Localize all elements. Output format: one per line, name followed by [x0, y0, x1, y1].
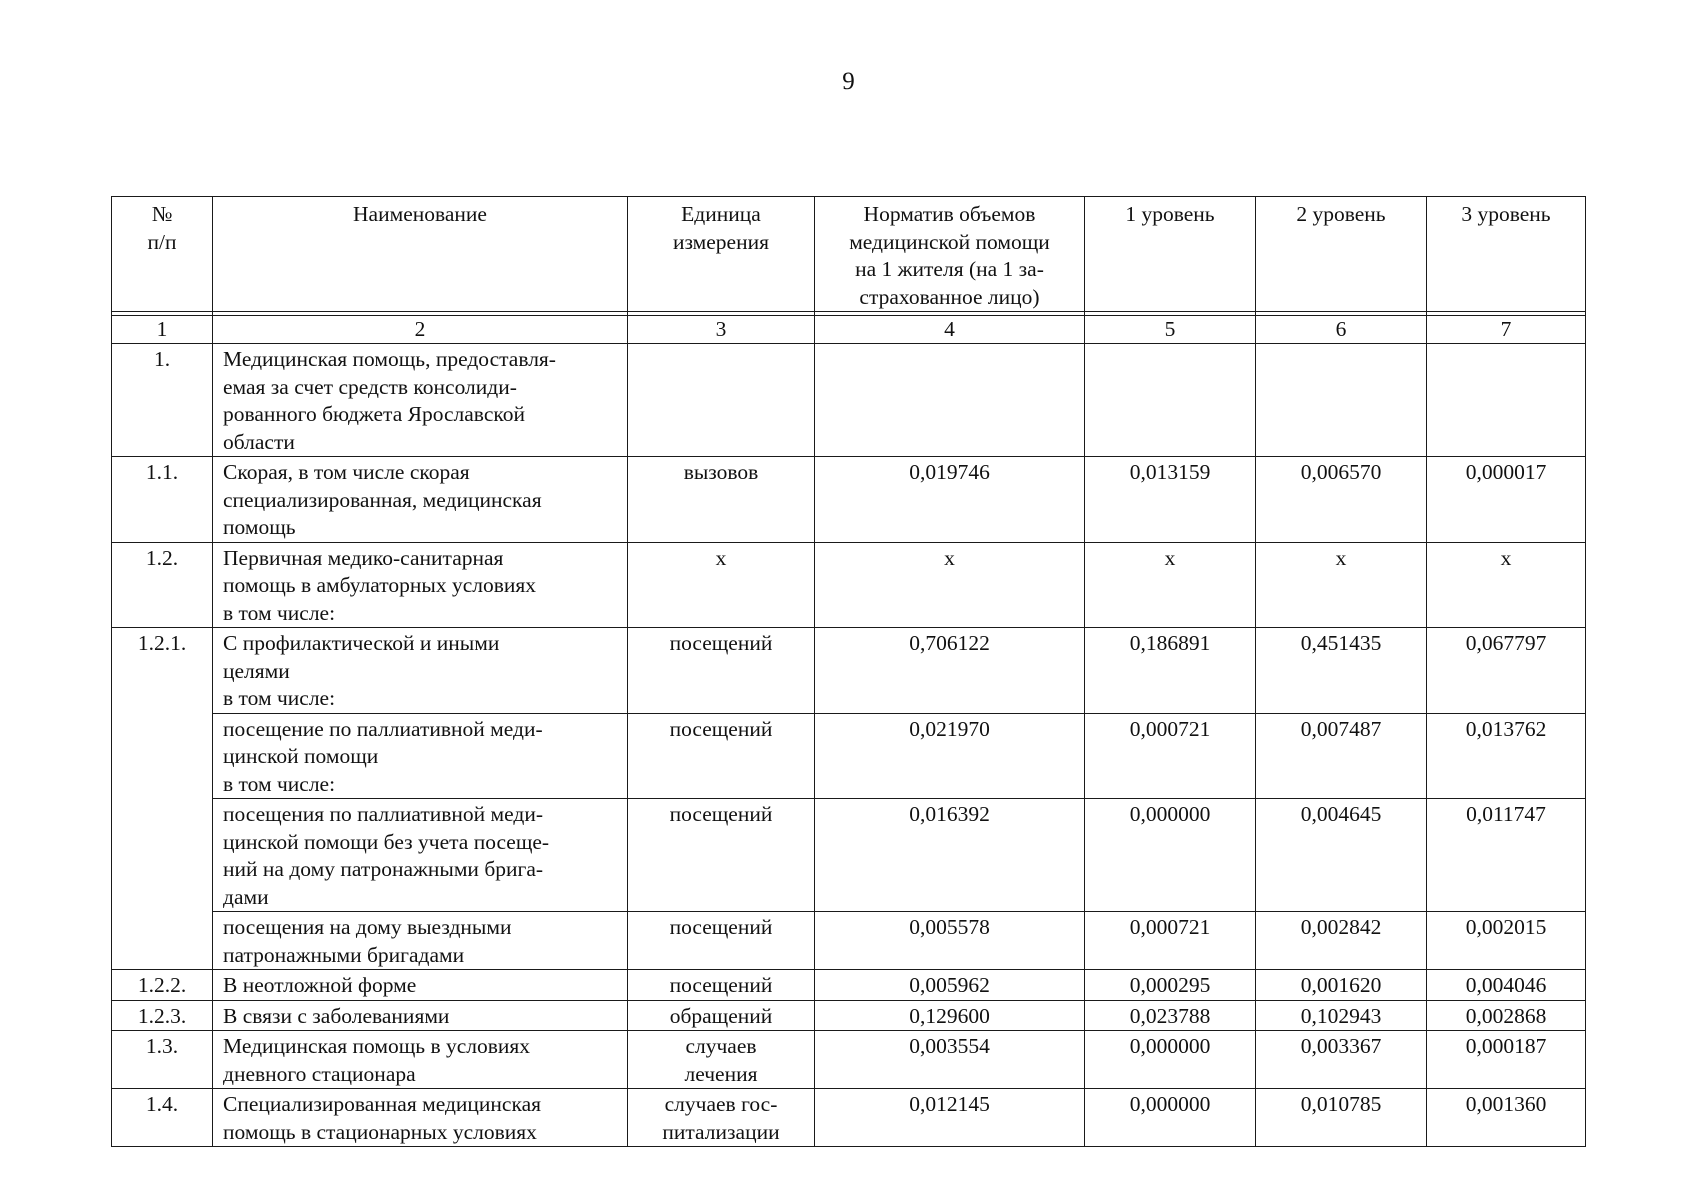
table-row [112, 713, 1586, 799]
row-number: 1.2.1. [112, 628, 213, 970]
row-name-line: Медицинская помощь в условиях [223, 1034, 531, 1058]
row-name-line: помощь в амбулаторных условиях [223, 573, 537, 597]
row-level-1: 0,000000 [1085, 1031, 1256, 1089]
row-level-1: 0,000000 [1085, 1089, 1256, 1147]
row-unit [628, 1089, 815, 1147]
header-cell-l1-line: 1 уровень [1125, 202, 1215, 226]
row-level-2: 0,451435 [1256, 628, 1427, 714]
row-norm: 0,005962 [815, 970, 1085, 1001]
row-unit [628, 970, 815, 1001]
column-number: 4 [815, 316, 1085, 344]
row-level-3: 0,011747 [1427, 799, 1586, 912]
row-name-line: В связи с заболеваниями [223, 1003, 450, 1028]
table-row [112, 628, 1586, 714]
row-name [213, 542, 628, 628]
row-name-line: цинской помощи без учета посеще- [223, 829, 550, 854]
row-level-3: 0,067797 [1427, 628, 1586, 714]
row-name-line: в том числе: [223, 771, 336, 796]
row-unit [628, 344, 815, 457]
row-norm: х [815, 542, 1085, 628]
row-number: 1.2.2. [112, 970, 213, 1001]
row-name-line: емая за счет средств консолиди- [223, 374, 517, 399]
table-row [112, 970, 1586, 1001]
header-cell-unit-line: измерения [672, 229, 770, 254]
row-level-3 [1427, 344, 1586, 457]
table-row [112, 457, 1586, 543]
row-level-2: 0,002842 [1256, 912, 1427, 970]
header-cell-norm-line: медицинской помощи [849, 229, 1050, 254]
row-unit [628, 799, 815, 912]
column-number: 6 [1256, 316, 1427, 344]
header-cell-name-line: Наименование [353, 202, 487, 226]
row-unit-line: посещений [669, 716, 773, 741]
table-row [112, 799, 1586, 912]
header-cell-norm-line: страхованное лицо) [859, 284, 1040, 309]
row-level-3: х [1427, 542, 1586, 628]
row-norm: 0,021970 [815, 713, 1085, 799]
table-row [112, 542, 1586, 628]
table-row [112, 1089, 1586, 1147]
column-number: 2 [213, 316, 628, 344]
row-unit-line: питализации [662, 1119, 780, 1144]
header-cell-l1 [1085, 197, 1256, 312]
row-unit-line: лечения [684, 1061, 758, 1086]
row-unit-line: посещений [669, 631, 773, 655]
row-level-3: 0,013762 [1427, 713, 1586, 799]
header-cell-l2 [1256, 197, 1427, 312]
row-number: 1.3. [112, 1031, 213, 1089]
row-unit-line: случаев гос- [664, 1092, 778, 1116]
row-level-2: 0,102943 [1256, 1000, 1427, 1031]
row-unit [628, 713, 815, 799]
table-row [112, 344, 1586, 457]
row-level-2: 0,003367 [1256, 1031, 1427, 1089]
row-level-2: 0,001620 [1256, 970, 1427, 1001]
row-number: 1. [112, 344, 213, 457]
column-number: 5 [1085, 316, 1256, 344]
header-cell-norm-line: на 1 жителя (на 1 за- [855, 257, 1044, 281]
row-unit [628, 457, 815, 543]
row-name-line: области [223, 429, 295, 454]
row-level-2: 0,010785 [1256, 1089, 1427, 1147]
row-level-3: 0,000017 [1427, 457, 1586, 543]
header-cell-l2-line: 2 уровень [1296, 202, 1386, 226]
row-norm: 0,005578 [815, 912, 1085, 970]
row-unit [628, 1031, 815, 1089]
row-number: 1.1. [112, 457, 213, 543]
table-row [112, 1000, 1586, 1031]
row-norm: 0,706122 [815, 628, 1085, 714]
row-number: 1.4. [112, 1089, 213, 1147]
row-level-2: 0,006570 [1256, 457, 1427, 543]
header-cell-num [112, 197, 213, 312]
row-name-line: дами [223, 884, 269, 909]
row-name-line: Медицинская помощь, предоставля- [223, 347, 556, 371]
row-level-1 [1085, 344, 1256, 457]
row-level-1: х [1085, 542, 1256, 628]
row-name-line: рованного бюджета Ярославской [223, 402, 525, 426]
table-row [112, 1031, 1586, 1089]
row-name-line: дневного стационара [223, 1061, 416, 1086]
row-name [213, 628, 628, 714]
row-name [213, 1089, 628, 1147]
header-cell-name [213, 197, 628, 312]
row-name-line: В неотложной форме [223, 973, 417, 997]
column-number: 7 [1427, 316, 1586, 344]
header-cell-num-line: № [151, 202, 173, 226]
row-name-line: патронажными бригадами [223, 942, 465, 967]
row-name [213, 344, 628, 457]
row-level-1: 0,013159 [1085, 457, 1256, 543]
row-unit-line: посещений [669, 802, 773, 826]
row-unit [628, 542, 815, 628]
row-level-1: 0,023788 [1085, 1000, 1256, 1031]
row-norm [815, 344, 1085, 457]
row-level-1: 0,186891 [1085, 628, 1256, 714]
row-name-line: Скорая, в том числе скорая [223, 460, 470, 484]
header-cell-norm [815, 197, 1085, 312]
row-number: 1.2.3. [112, 1000, 213, 1031]
row-unit [628, 912, 815, 970]
row-level-1: 0,000721 [1085, 713, 1256, 799]
row-level-3: 0,001360 [1427, 1089, 1586, 1147]
row-level-2 [1256, 344, 1427, 457]
row-name [213, 799, 628, 912]
row-name-line: Специализированная медицинская [223, 1092, 542, 1116]
row-name-line: цинской помощи [223, 744, 379, 768]
header-cell-num-line: п/п [147, 229, 177, 254]
row-name-line: в том числе: [223, 600, 336, 625]
column-number: 3 [628, 316, 815, 344]
column-number: 1 [112, 316, 213, 344]
row-name-line: посещения по паллиативной меди- [223, 802, 543, 826]
row-name [213, 970, 628, 1001]
header-row [112, 197, 1586, 312]
row-norm: 0,019746 [815, 457, 1085, 543]
header-cell-norm-line: Норматив объемов [863, 202, 1036, 226]
row-norm: 0,129600 [815, 1000, 1085, 1031]
norms-table [111, 196, 1586, 1147]
row-name [213, 1000, 628, 1031]
row-name-line: посещение по паллиативной меди- [223, 716, 543, 741]
table-row [112, 912, 1586, 970]
row-level-3: 0,000187 [1427, 1031, 1586, 1089]
row-unit-line: вызовов [683, 460, 759, 484]
page-number: 9 [842, 68, 855, 95]
header-cell-unit-line: Единица [681, 202, 761, 226]
row-name-line: ний на дому патронажными брига- [223, 857, 544, 881]
row-norm: 0,016392 [815, 799, 1085, 912]
row-norm: 0,003554 [815, 1031, 1085, 1089]
row-unit-line: посещений [669, 973, 773, 997]
row-name-line: целями [223, 658, 290, 683]
row-level-2: х [1256, 542, 1427, 628]
row-name [213, 1031, 628, 1089]
row-norm: 0,012145 [815, 1089, 1085, 1147]
row-level-1: 0,000000 [1085, 799, 1256, 912]
header-cell-unit [628, 197, 815, 312]
row-level-3: 0,002868 [1427, 1000, 1586, 1031]
row-level-2: 0,004645 [1256, 799, 1427, 912]
norms-table-body [112, 197, 1586, 1147]
row-level-1: 0,000295 [1085, 970, 1256, 1001]
row-unit [628, 628, 815, 714]
row-name-line: специализированная, медицинская [223, 487, 542, 512]
row-name [213, 912, 628, 970]
row-name-line: помощь в стационарных условиях [223, 1119, 537, 1144]
row-name-line: в том числе: [223, 686, 336, 710]
header-cell-l3-line: 3 уровень [1461, 202, 1551, 226]
row-unit-line: обращений [669, 1003, 773, 1028]
row-unit-line: посещений [669, 915, 773, 939]
row-level-2: 0,007487 [1256, 713, 1427, 799]
header-cell-l3 [1427, 197, 1586, 312]
row-unit-line: случаев [685, 1034, 757, 1058]
row-level-3: 0,004046 [1427, 970, 1586, 1001]
row-unit-line: х [715, 545, 727, 570]
row-level-3: 0,002015 [1427, 912, 1586, 970]
row-unit [628, 1000, 815, 1031]
row-name-line: Первичная медико-санитарная [223, 545, 504, 570]
row-name [213, 713, 628, 799]
column-numbers-row [112, 316, 1586, 344]
row-name-line: С профилактической и иными [223, 631, 500, 655]
row-number: 1.2. [112, 542, 213, 628]
row-level-1: 0,000721 [1085, 912, 1256, 970]
row-name-line: посещения на дому выездными [223, 915, 512, 939]
row-name-line: помощь [223, 515, 296, 539]
row-name [213, 457, 628, 543]
